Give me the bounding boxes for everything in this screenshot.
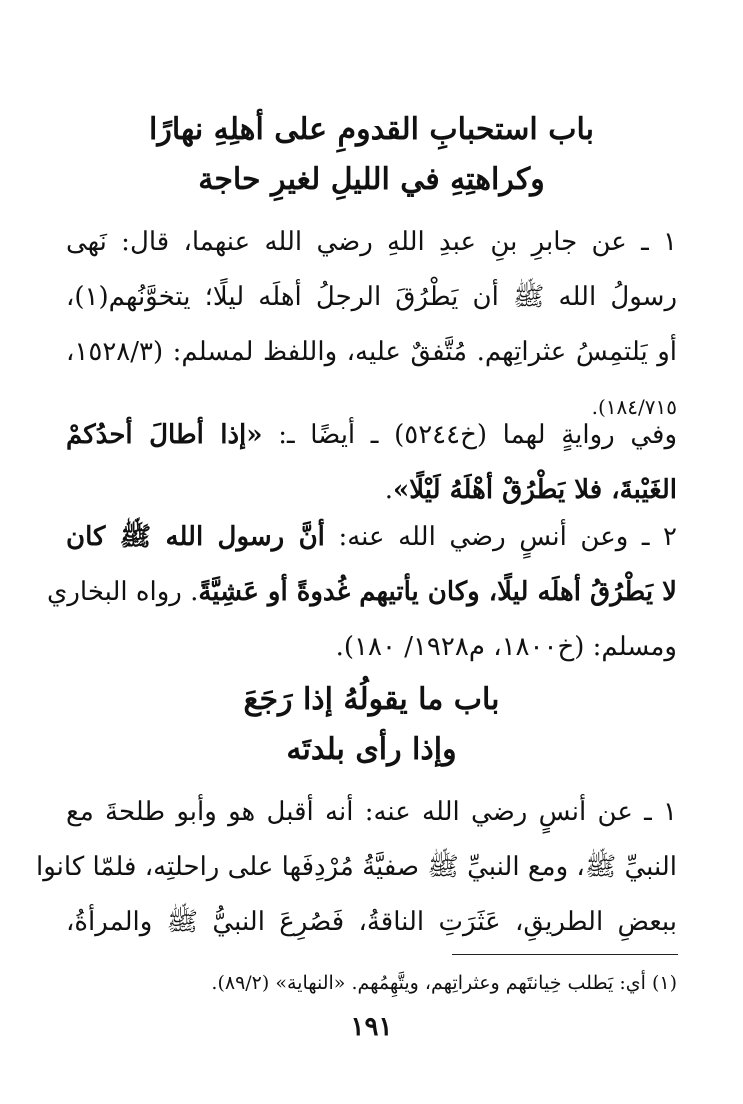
hadith-3-line-1: ١ ـ عن أنسٍ رضي الله عنه: أنه أقبل هو وأبو طلحةَ مع: [66, 797, 677, 827]
chapter-2-title-line-1: باب ما يقولُهُ إذا رَجَعَ: [243, 682, 500, 717]
hadith-3: [36, 785, 677, 950]
footnote: (١) أي: يَطلب خِيانتَهم وعثراتِهم، ويتَّهِمُهم. «النهاية» (٨٩/٢).: [211, 972, 677, 994]
chapter-2-title-line-2: وإذا رأى بلدتَه: [286, 732, 457, 767]
hadith-1-line-2: رسولُ الله ﷺ أن يَطْرُقَ الرجلُ أهلَه ليلًا؛ يتخوَّنُهم(١)،: [66, 282, 677, 312]
page-number: ١٩١: [350, 1012, 393, 1042]
hadith-1-line-4: ١٨٤/٧١٥).: [591, 395, 677, 419]
hadith-2-text-start: أنَّ رسول الله ﷺ كان: [66, 522, 325, 552]
chapter-title-line-2: وكراهتِهِ في الليلِ لغيرِ حاجة: [198, 162, 545, 197]
hadith-2-line-1: [66, 510, 677, 565]
footnote-separator: [452, 954, 678, 955]
hadith-2-source: . رواه البخاري: [46, 577, 199, 607]
hadith-2: [46, 510, 677, 675]
variant-intro: وفي روايةٍ لهما (خ٥٢٤٤) ـ أيضًا ـ:: [262, 420, 678, 450]
variant-quote-end: الغَيْبةَ، فلا يَطْرُقْ أهْلَهُ لَيْلًا»: [393, 475, 677, 505]
hadith-1-line-1: ١ ـ عن جابرِ بنِ عبدِ اللهِ رضي الله عنهما، قال: نَهى: [66, 227, 677, 257]
chapter-title-line-1: باب استحبابِ القدومِ على أهلِهِ نهارًا: [149, 112, 594, 147]
variant-period: .: [384, 475, 394, 505]
hadith-1-variant: [66, 408, 677, 518]
hadith-2-line-2: [46, 565, 677, 620]
hadith-3-line-3: ببعضِ الطريقِ، عَثَرَتِ الناقةُ، فَصُرِعَ النبيُّ ﷺ والمرأةُ،: [66, 907, 677, 937]
hadith-2-line-3: ومسلم: (خ١٨٠٠، م١٩٢٨/ ١٨٠).: [335, 632, 677, 662]
hadith-1: [66, 215, 677, 435]
hadith-1-line-3: أو يَلتمِسُ عثراتِهم. مُتَّفقٌ عليه، واللفظ لمسلم: (١٥٢٨/٣،: [66, 337, 677, 367]
hadith-2-text-end: لا يَطْرُقُ أهلَه ليلًا، وكان يأتيهم غُدوةً أو عَشِيَّةً: [198, 577, 677, 607]
variant-quote-start: «إذا أطالَ أحدُكمْ: [66, 420, 263, 450]
hadith-3-line-2: النبيِّ ﷺ، ومع النبيِّ ﷺ صفيَّةُ مُرْدِفَها على راحلتِه، فلمّا كانوا: [36, 852, 677, 882]
hadith-1-variant-line-1: [66, 408, 677, 463]
hadith-2-intro: ٢ ـ وعن أنسٍ رضي الله عنه:: [324, 522, 677, 552]
